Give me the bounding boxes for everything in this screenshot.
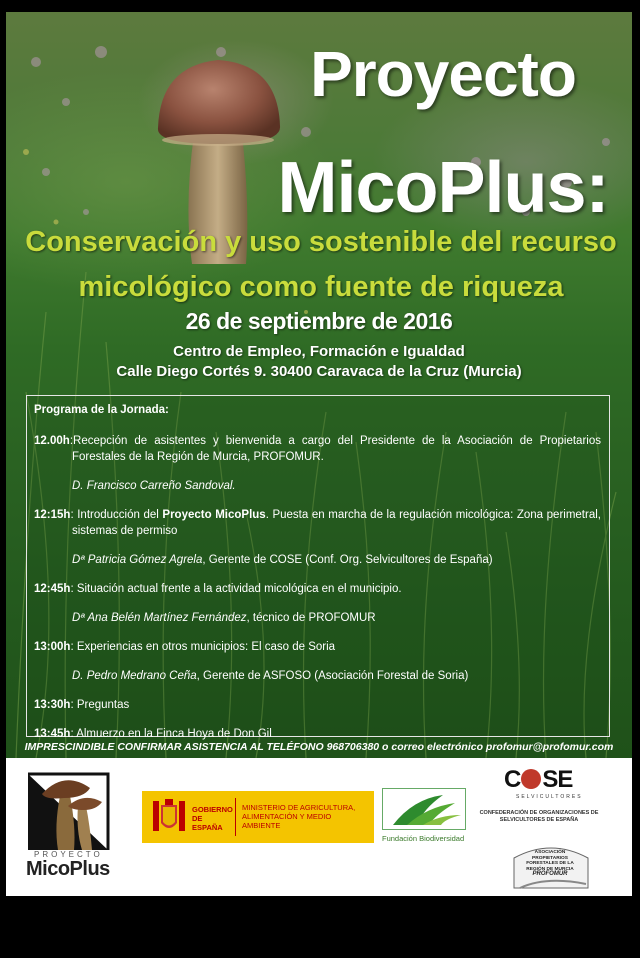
program-item: 13:45h: Almuerzo en la Finca Hoya de Don Gil <box>34 728 272 740</box>
spain-coat-of-arms-icon <box>150 797 188 837</box>
speaker-role: , Gerente de ASFOSO (Asociación Forestal de Soria) <box>196 670 469 682</box>
program-time: 12:45h <box>34 583 71 595</box>
program-text: Preguntas <box>73 699 130 711</box>
program-box <box>26 395 610 740</box>
gobierno-label: GOBIERNO DE ESPAÑA <box>192 805 233 832</box>
profomur-label <box>520 850 580 878</box>
program-text-after: . Puesta en marcha de la regulación micológica: Zona perimetral, sistemas de permiso <box>72 509 601 537</box>
cose-full-name: CONFEDERACIÓN DE ORGANIZACIONES DE SELVICULTORES DE ESPAÑA <box>479 810 599 823</box>
speaker-name: D. Francisco Carreño Sandoval. <box>72 480 236 492</box>
program-item: 13:30h: Preguntas <box>34 699 130 711</box>
cose-logo: C SE <box>504 766 573 793</box>
program-text: Situación actual frente a la actividad micológica en el municipio. <box>73 583 402 595</box>
grass-logo-icon <box>383 789 465 829</box>
cose-o-icon <box>521 769 541 789</box>
program-time: 12.00h <box>34 435 70 447</box>
program-item: 13:00h: Experiencias en otros municipios: El caso de Soria <box>34 641 336 653</box>
program-heading: Programa de la Jornada: <box>34 404 169 416</box>
event-date: 26 de septiembre de 2016 <box>185 308 453 334</box>
program-time: 13:00h <box>34 641 71 653</box>
speaker-name: Dª Patricia Gómez Agrela <box>72 554 203 566</box>
title-line-1: Proyecto <box>310 38 576 110</box>
program-text-before: Introducción del <box>73 509 163 521</box>
program-text-bold: Proyecto MicoPlus <box>162 509 266 521</box>
subtitle: Conservación y uso sostenible del recurso micológico como fuente de riqueza <box>25 226 617 303</box>
venue-line-1: Centro de Empleo, Formación e Igualdad <box>173 343 465 360</box>
venue <box>6 342 632 382</box>
cose-subtitle: SELVICULTORES <box>516 794 583 800</box>
confirmation-notice: IMPRESCINDIBLE CONFIRMAR ASISTENCIA AL TELÉFONO 968706380 o correo electrónico profomur@profomur.com <box>24 741 614 753</box>
fundacion-biodiversidad-logo <box>382 788 466 846</box>
venue-line-2: Calle Diego Cortés 9. 30400 Caravaca de la Cruz (Murcia) <box>116 363 522 380</box>
gobierno-logo <box>142 791 374 843</box>
program-speaker <box>34 552 601 568</box>
ministerio-label: MINISTERIO DE AGRICULTURA, ALIMENTACIÓN Y MEDIO AMBIENTE <box>242 803 356 830</box>
program-item: 12.00h:Recepción de asistentes y bienvenida a cargo del Presidente de la Asociación de Propietarios Forestales de la Región de Murcia, PROFOMUR. <box>34 435 601 463</box>
program-text: Experiencias en otros municipios: El caso de Soria <box>73 641 336 653</box>
program-text: Almuerzo en la Finca Hoya de Don Gil <box>73 728 272 740</box>
profomur-name: PROFOMUR <box>532 871 568 878</box>
program-speaker <box>34 668 601 684</box>
program-time: 13:45h <box>34 728 71 740</box>
title-line-2: MicoPlus: <box>277 148 609 228</box>
micoplus-project-label: PROYECTO <box>34 850 103 859</box>
fundacion-label: Fundación Biodiversidad <box>382 834 465 843</box>
program-time: 12:15h <box>34 509 71 521</box>
program-text: Recepción de asistentes y bienvenida a cargo del Presidente de la Asociación de Propietarios Forestales de la Región de Murcia, PROFOMUR. <box>72 435 601 463</box>
speaker-name: D. Pedro Medrano Ceña <box>72 670 197 682</box>
speaker-name: Dª Ana Belén Martínez Fernández <box>72 612 247 624</box>
micoplus-name: MicoPlus <box>26 858 110 880</box>
speaker-role: , Gerente de COSE (Conf. Org. Selvicultores de España) <box>202 554 493 566</box>
program-speaker <box>34 610 601 626</box>
gobierno-divider <box>235 798 236 836</box>
profomur-text: ASOCIACIÓN PROPIETARIOS FORESTALES DE LA REGIÓN DE MURCIA <box>526 850 574 872</box>
sponsor-logos <box>6 758 632 896</box>
program-speaker <box>34 478 601 494</box>
fundacion-logo-frame <box>382 788 466 830</box>
program-item: 12:45h: Situación actual frente a la actividad micológica en el municipio. <box>34 583 402 595</box>
poster-background <box>6 12 632 758</box>
program-item: 12:15h: Introducción del Proyecto MicoPlus. Puesta en marcha de la regulación micológica: Zona perimetral, sistemas de permiso <box>34 509 601 537</box>
speaker-role: , técnico de PROFOMUR <box>246 612 376 624</box>
program-time: 13:30h <box>34 699 71 711</box>
